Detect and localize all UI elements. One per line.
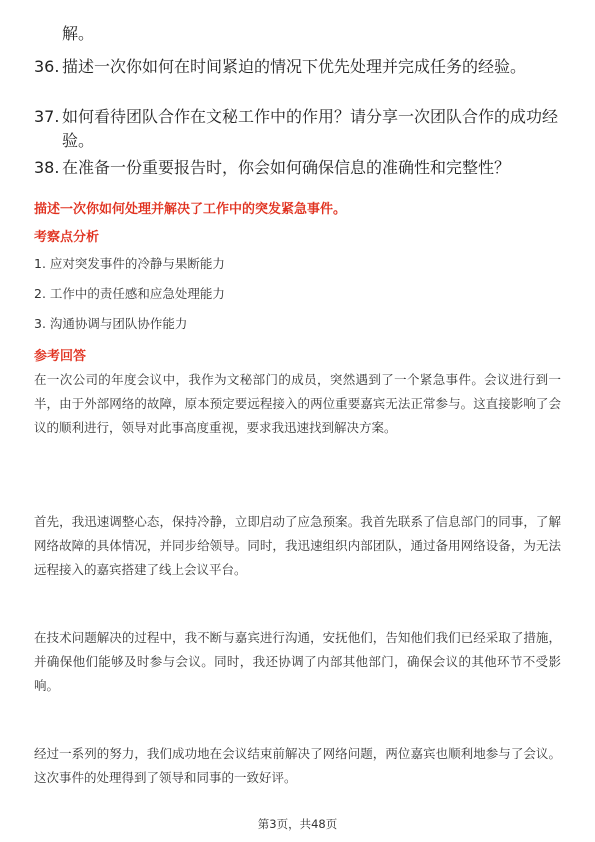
page-footer: 第3页，共48页 <box>257 817 338 831</box>
question-number: 37. <box>34 107 60 126</box>
featured-question-title: 描述一次你如何处理并解决了工作中的突发紧急事件。 <box>34 202 347 217</box>
answer-heading: 参考回答 <box>34 349 87 364</box>
question-text: 如何看待团队合作在文秘工作中的作用？请分享一次团队合作的成功经验。 <box>62 107 559 150</box>
analysis-point: 3. 沟通协调与团队协作能力 <box>34 316 188 331</box>
question-item <box>34 156 559 180</box>
question-item <box>34 105 559 153</box>
continued-text: 解。 <box>62 24 95 43</box>
answer-paragraph: 在一次公司的年度会议中，我作为文秘部门的成员，突然遇到了一个紧急事件。会议进行到一半，由于外部网络的故障，原本预定要远程接入的两位重要嘉宾无法正常参与。这直接影响了会议的顺利进行，领导对此事高度重视，要求我迅速找到解决方案。 <box>34 372 561 435</box>
question-item <box>34 55 559 79</box>
answer-paragraph: 首先，我迅速调整心态，保持冷静，立即启动了应急预案。我首先联系了信息部门的同事，了解网络故障的具体情况，并同步给领导。同时，我迅速组织内部团队，通过备用网络设备，为无法远程接入的嘉宾搭建了线上会议平台。 <box>34 514 561 577</box>
answer-paragraph: 经过一系列的努力，我们成功地在会议结束前解决了网络问题，两位嘉宾也顺利地参与了会议。这次事件的处理得到了领导和同事的一致好评。 <box>34 746 561 785</box>
question-number: 36. <box>34 57 60 76</box>
analysis-point: 2. 工作中的责任感和应急处理能力 <box>34 286 225 301</box>
question-text: 描述一次你如何在时间紧迫的情况下优先处理并完成任务的经验。 <box>62 57 527 76</box>
question-number: 38. <box>34 158 60 177</box>
analysis-point: 1. 应对突发事件的冷静与果断能力 <box>34 256 225 271</box>
answer-paragraph: 在技术问题解决的过程中，我不断与嘉宾进行沟通，安抚他们，告知他们我们已经采取了措施，并确保他们能够及时参与会议。同时，我还协调了内部其他部门，确保会议的其他环节不受影响。 <box>34 630 561 693</box>
question-text: 在准备一份重要报告时，你会如何确保信息的准确性和完整性？ <box>62 158 511 177</box>
analysis-heading: 考察点分析 <box>34 230 100 245</box>
